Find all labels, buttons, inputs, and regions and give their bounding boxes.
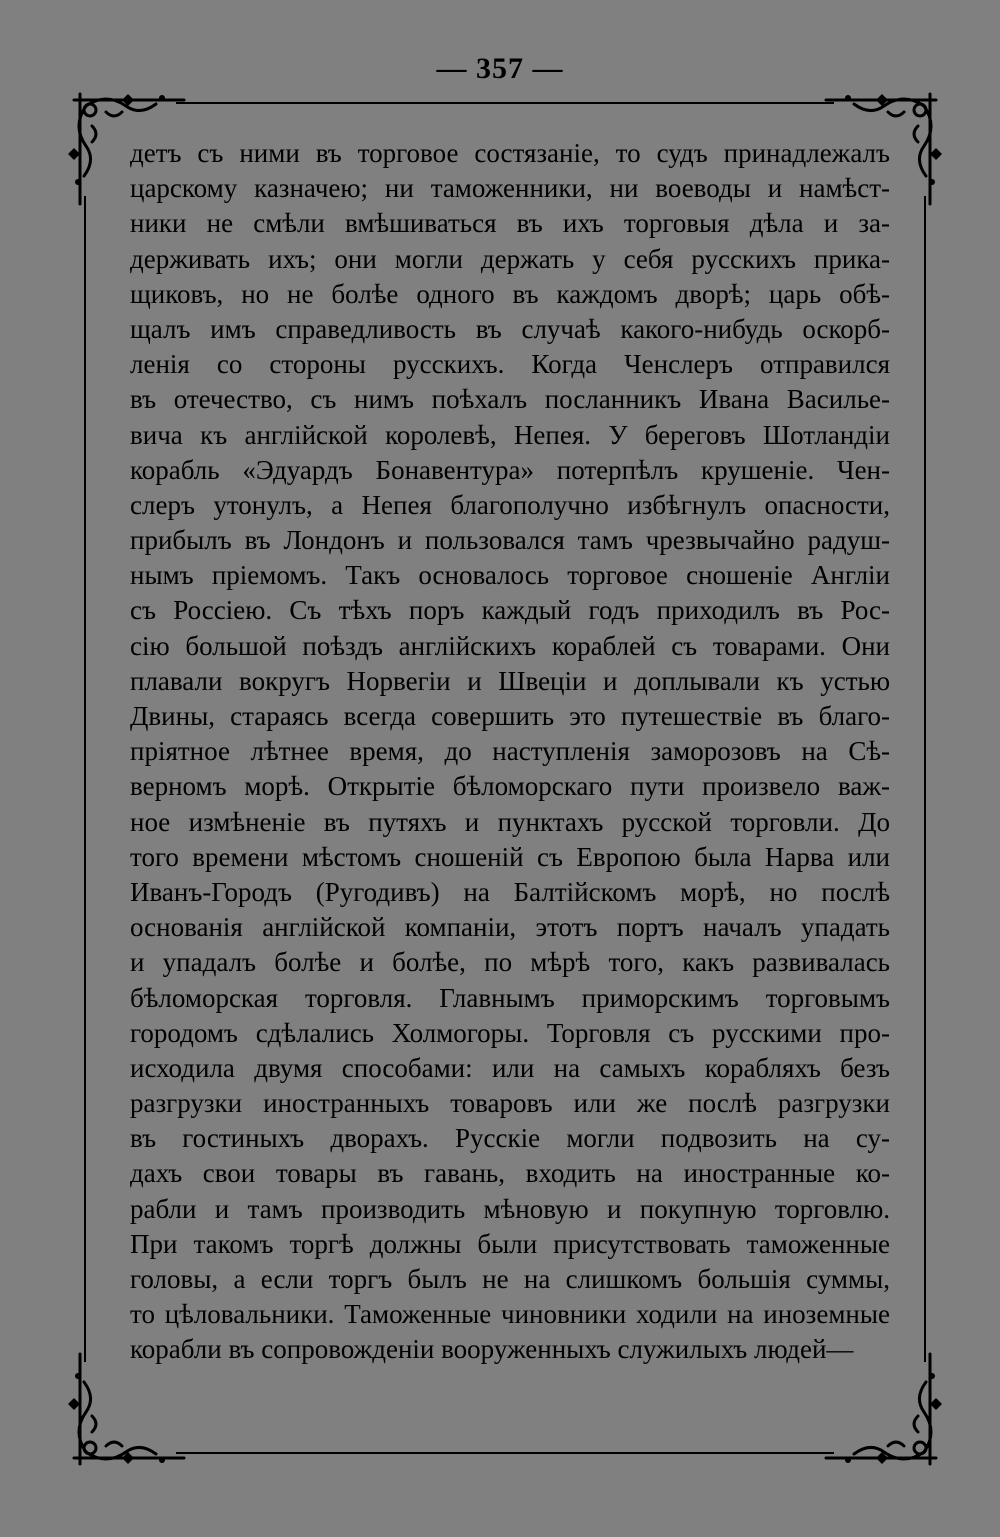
border-rule-left (84, 196, 86, 1362)
text-line: то цѣловальники. Таможенные чиновники ходили на иноземные (130, 1299, 890, 1330)
border-rule-top (176, 102, 834, 104)
text-line: царскому казначею; ни таможенники, ни воеводы и намѣст- (130, 173, 890, 204)
text-line: Иванъ-Городъ (Ругодивъ) на Балтійскомъ морѣ, но послѣ (130, 876, 890, 907)
border-rule-bottom (176, 1452, 834, 1454)
text-line: основанія англійской компаніи, этотъ портъ началъ упадать (130, 912, 890, 943)
text-line: того времени мѣстомъ сношеній съ Европою была Нарва или (130, 841, 890, 872)
text-line: щалъ имъ справедливость въ случаѣ какого-нибудь оскорб- (130, 313, 890, 344)
text-line: При такомъ торгѣ должны были присутствовать таможенные (130, 1228, 890, 1259)
text-line: ленія со стороны русскихъ. Когда Ченслеръ отправился (130, 349, 890, 380)
text-line: ники не смѣли вмѣшиваться въ ихъ торговыя дѣла и за- (130, 208, 890, 239)
text-line: пріятное лѣтнее время, до наступленія заморозовъ на Сѣ- (130, 736, 890, 767)
text-line: слеръ утонулъ, а Непея благополучно избѣгнулъ опасности, (130, 489, 890, 520)
body-text (130, 136, 890, 1368)
text-line: детъ съ ними въ торговое состязаніе, то судъ принадлежалъ (130, 138, 890, 168)
page-number: — 357 — (436, 52, 564, 85)
text-line: держивать ихъ; они могли держать у себя русскихъ прика- (130, 243, 890, 274)
text-line: плавали вокругъ Норвегіи и Швеціи и доплывали къ устью (130, 665, 890, 696)
text-line: нымъ пріемомъ. Такъ основалось торговое сношеніе Англіи (130, 560, 890, 591)
text-line: и упадалъ болѣе и болѣе, по мѣрѣ того, какъ развивалась (130, 947, 890, 978)
text-line: бѣломорская торговля. Главнымъ приморскимъ торговымъ (130, 982, 890, 1013)
text-line: съ Россіею. Съ тѣхъ поръ каждый годъ приходилъ въ Рос- (130, 595, 890, 626)
text-line: корабль «Эдуардъ Бонавентура» потерпѣлъ крушеніе. Чен- (130, 454, 890, 485)
text-line: Двины, стараясь всегда совершить это путешествіе въ благо- (130, 701, 890, 731)
text-line: дахъ свои товары въ гавань, входить на иностранные ко- (130, 1158, 890, 1189)
text-line: разгрузки иностранныхъ товаровъ или же послѣ разгрузки (130, 1088, 890, 1119)
text-line: ное измѣненіе въ путяхъ и пунктахъ русской торговли. До (130, 806, 890, 837)
text-line: корабли въ сопровожденіи вооруженныхъ служилыхъ людей— (130, 1334, 854, 1365)
text-line: вича къ англійской королевѣ, Непея. У береговъ Шотландіи (130, 419, 890, 450)
text-line: сію большой поѣздъ англійскихъ кораблей съ товарами. Они (130, 630, 890, 661)
text-line: верномъ морѣ. Открытіе бѣломорскаго пути произвело важ- (130, 771, 890, 802)
text-line: головы, а если торгъ былъ не на слишкомъ большія суммы, (130, 1264, 890, 1294)
border-rule-right (924, 196, 926, 1362)
text-line: рабли и тамъ производить мѣновую и покупную торговлю. (130, 1193, 890, 1224)
text-line: въ гостиныхъ дворахъ. Русскіе могли подвозить на су- (130, 1123, 890, 1154)
text-line: щиковъ, но не болѣе одного въ каждомъ дворѣ; царь обѣ- (130, 278, 890, 309)
text-line: городомъ сдѣлались Холмогоры. Торговля съ русскими про- (130, 1017, 890, 1048)
text-line: прибылъ въ Лондонъ и пользовался тамъ чрезвычайно радуш- (130, 525, 890, 556)
text-line: въ отечество, съ нимъ поѣхалъ посланникъ Ивана Василье- (130, 384, 890, 415)
text-line: исходила двумя способами: или на самыхъ корабляхъ безъ (130, 1052, 890, 1083)
